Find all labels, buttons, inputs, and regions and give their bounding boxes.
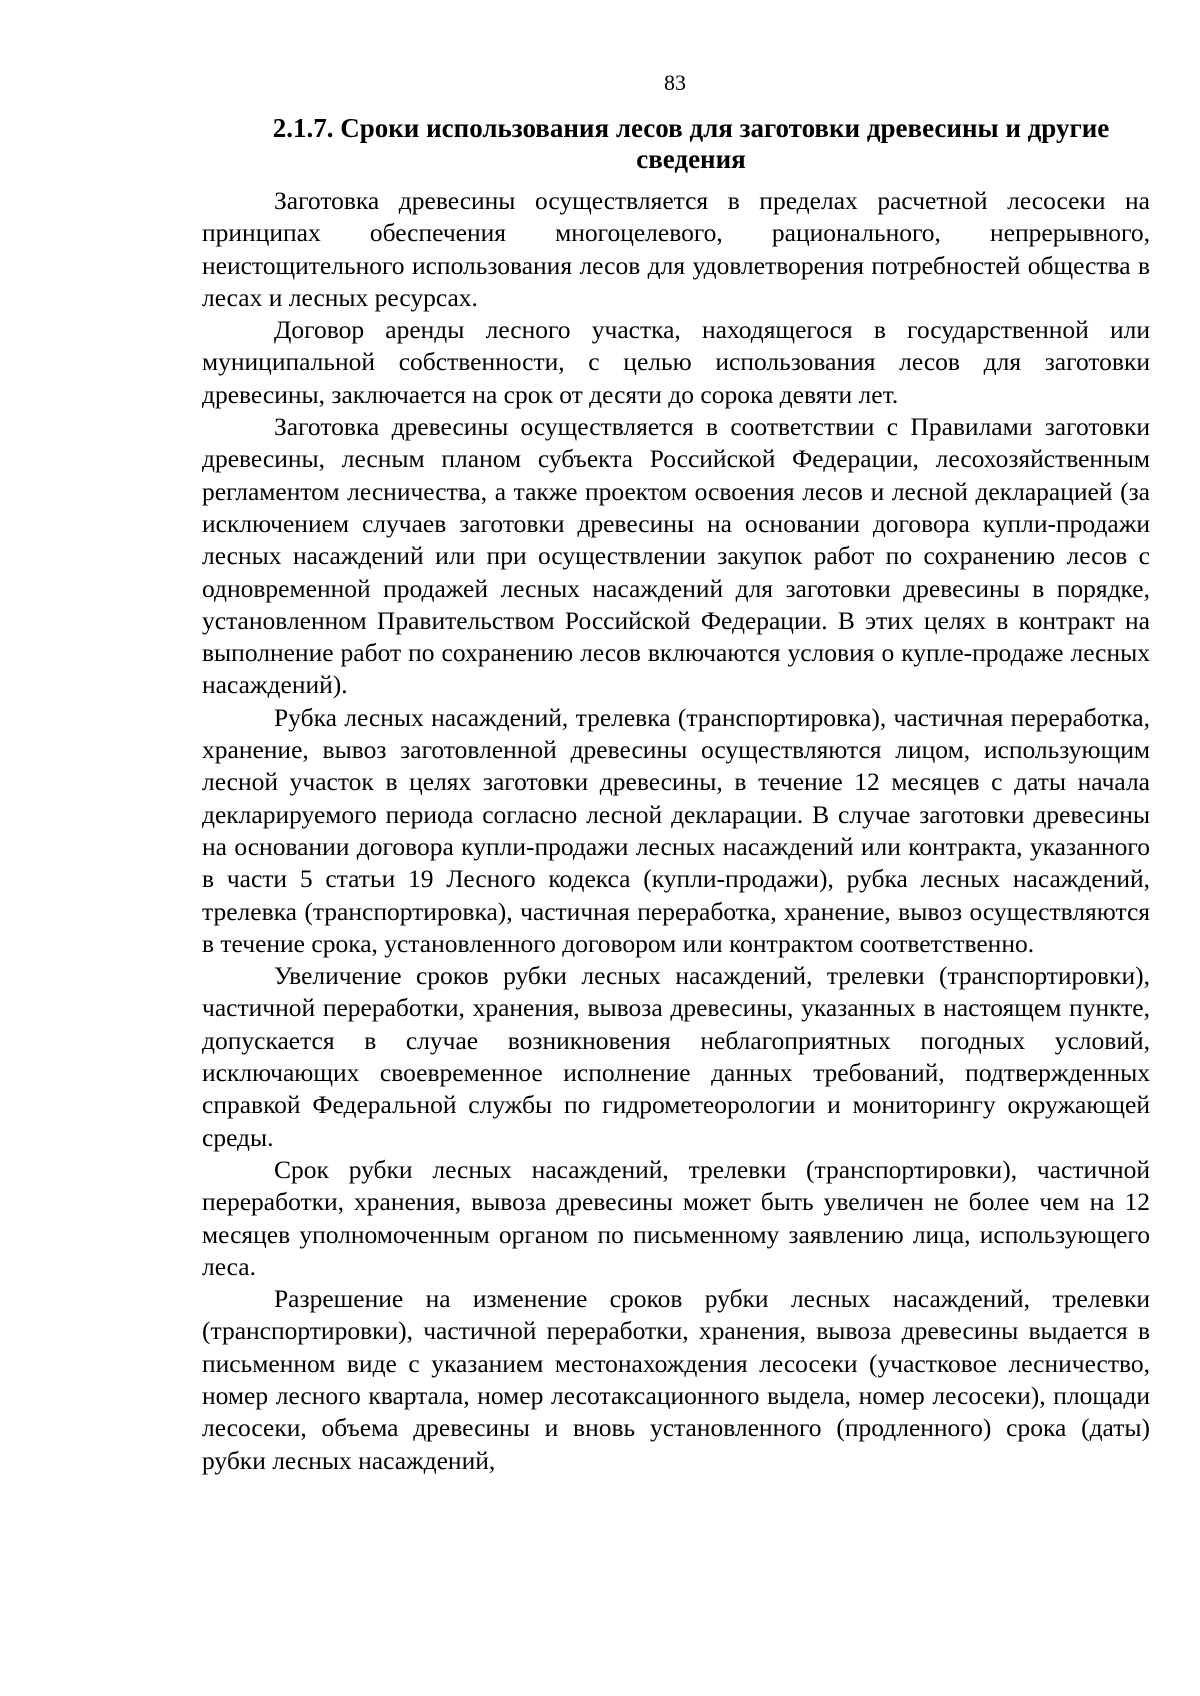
paragraph: Рубка лесных насаждений, трелевка (транспортировка), частичная переработка, хранение, вывоз заготовленной древесины осуществляются лицом, использующим лесной участок в целях заготовки древесины, в течение 12 месяцев с даты начала декларируемого периода согласно лесной декларации. В случае заготовки древесины на основании договора купли-продажи лесных насаждений или контракта, указанного в части 5 статьи 19 Лесного кодекса (купли-продажи), рубка лесных насаждений, трелевка (транспортировка), частичная переработка, хранение, вывоз осуществляются в течение срока, установленного договором или контрактом соответственно. (202, 702, 1150, 958)
paragraph: Увеличение сроков рубки лесных насаждений, трелевки (транспортировки), частичной переработки, хранения, вывоза древесины, указанных в настоящем пункте, допускается в случае возникновения неблагоприятных погодных условий, исключающих своевременное исполнение данных требований, подтвержденных справкой Федеральной службы по гидрометеорологии и мониторингу окружающей среды. (202, 961, 1150, 1152)
paragraph: Срок рубки лесных насаждений, трелевки (транспортировки), частичной переработки, хранения, вывоза древесины может быть увеличен не более чем на 12 месяцев уполномоченным органом по письменному заявлению лица, использующего леса. (202, 1154, 1150, 1281)
paragraph: Заготовка древесины осуществляется в соответствии с Правилами заготовки древесины, лесным планом субъекта Российской Федерации, лесохозяйственным регламентом лесничества, а также проектом освоения лесов и лесной декларацией (за исключением случаев заготовки древесины на основании договора купли-продажи лесных насаждений или при осуществлении закупок работ по сохранению лесов с одновременной продажей лесных насаждений для заготовки древесины в порядке, установленном Правительством Российской Федерации. В этих целях в контракт на выполнение работ по сохранению лесов включаются условия о купле-продаже лесных насаждений). (202, 412, 1150, 700)
paragraph: Заготовка древесины осуществляется в пределах расчетной лесосеки на принципах обеспечения многоцелевого, рационального, непрерывного, неистощительного использования лесов для удовлетворения потребностей общества в лесах и лесных ресурсах. (202, 186, 1150, 312)
page-number: 83 (664, 70, 686, 95)
paragraph: Договор аренды лесного участка, находящегося в государственной или муниципальной собственности, с целью использования лесов для заготовки древесины, заключается на срок от десяти до сорока девяти лет. (202, 315, 1150, 409)
section-heading: 2.1.7. Сроки использования лесов для заготовки древесины и другие сведения (272, 113, 1110, 174)
document-body (202, 113, 1150, 1477)
paragraph: Разрешение на изменение сроков рубки лесных насаждений, трелевки (транспортировки), частичной переработки, хранения, вывоза древесины выдается в письменном виде с указанием местонахождения лесосеки (участковое лесничество, номер лесного квартала, номер лесотаксационного выдела, номер лесосеки), площади лесосеки, объема древесины и вновь установленного (продленного) срока (даты) рубки лесных насаждений, (202, 1284, 1150, 1475)
